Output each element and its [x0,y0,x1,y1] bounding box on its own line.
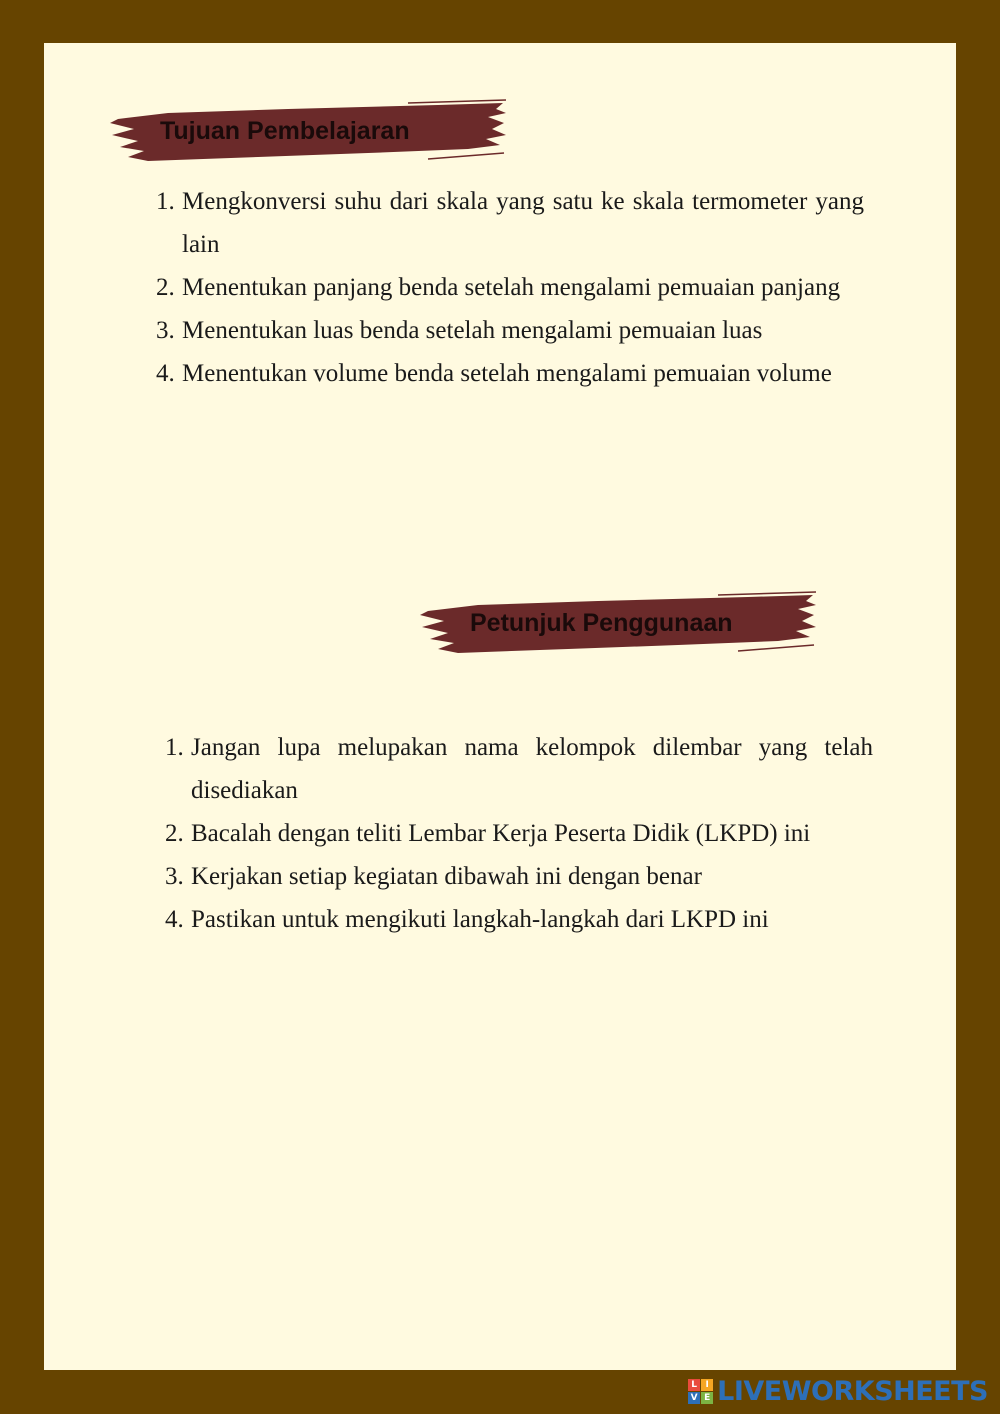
usage-instructions-list [165,726,873,941]
logo-letter: V [688,1392,700,1404]
item-number: 4. [156,360,175,387]
logo-letter: I [701,1379,713,1391]
list-item [156,180,864,266]
item-text: Bacalah dengan teliti Lembar Kerja Peserta Didik (LKPD) ini [191,820,811,847]
item-number: 1. [156,188,175,215]
section1-heading [108,99,510,163]
list-item [165,812,873,855]
item-number: 1. [165,734,184,761]
item-text: Kerjakan setiap kegiatan dibawah ini dengan benar [191,863,702,890]
item-text: Menentukan panjang benda setelah mengalami pemuaian panjang [182,274,841,301]
item-text: Mengkonversi suhu dari skala yang satu ke skala termometer yang lain [182,188,864,258]
list-item [165,898,873,941]
item-number: 2. [156,274,175,301]
item-text: Pastikan untuk mengikuti langkah-langkah dari LKPD ini [191,906,769,933]
list-item [156,309,864,352]
list-item [156,266,864,309]
item-text: Menentukan luas benda setelah mengalami pemuaian luas [182,317,763,344]
item-text: Jangan lupa melupakan nama kelompok dilembar yang telah disediakan [191,734,873,804]
list-item [156,352,864,395]
logo-letter: L [688,1379,700,1391]
liveworksheets-logo-icon [688,1379,713,1404]
worksheet-page [44,43,956,1370]
liveworksheets-watermark [688,1376,988,1406]
list-item [165,726,873,812]
item-text: Menentukan volume benda setelah mengalami pemuaian volume [182,360,832,387]
section2-heading [418,591,820,655]
item-number: 3. [165,863,184,890]
liveworksheets-logo-text: LIVEWORKSHEETS [717,1375,988,1407]
learning-objectives-list [156,180,864,395]
item-number: 3. [156,317,175,344]
item-number: 4. [165,906,184,933]
list-item [165,855,873,898]
section1-title: Tujuan Pembelajaran [160,116,410,145]
item-number: 2. [165,820,184,847]
section2-title: Petunjuk Penggunaan [470,608,733,637]
logo-letter: E [701,1392,713,1404]
